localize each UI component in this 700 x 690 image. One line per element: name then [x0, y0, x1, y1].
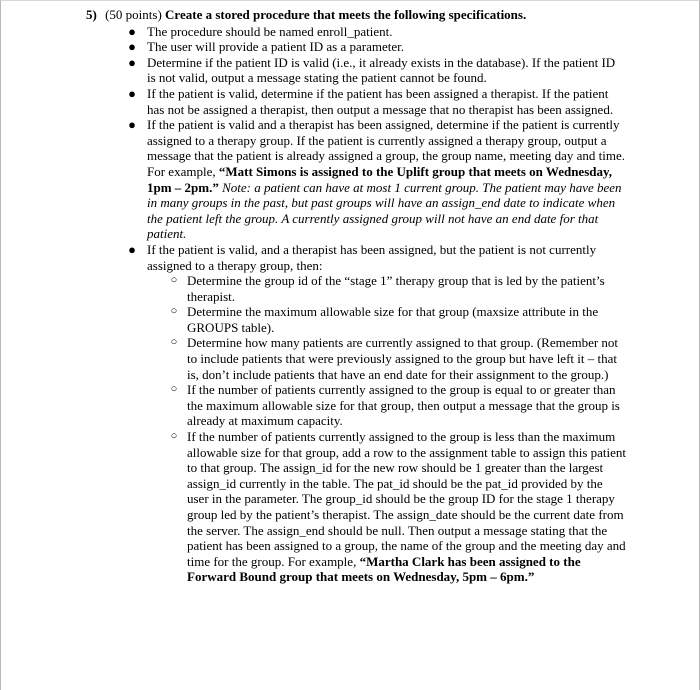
bullet-text: If the patient is valid and a therapist has been assigned, determine if the patient is currently assigned to a therapy group. If the patient is currently assigned a therapy group, output a message that the patient is already assigned a group, the group name, meeting day and time. For example, [147, 117, 625, 179]
question-number: 5) [86, 7, 97, 22]
bullet-icon: ● [128, 23, 136, 39]
sub-bullet-item [86, 335, 626, 382]
bullet-example: “Matt Simons is assigned to the Uplift group that meets on Wednesday, 1pm – 2pm.” [147, 163, 613, 195]
question-content [86, 7, 626, 585]
bullet-text: The procedure should be named enroll_patient. [147, 23, 393, 39]
bullet-text: If the patient is valid, determine if the patient has been assigned a therapist. If the patient has not be assigned a therapist, then output a message that no therapist has been assigned. [147, 85, 614, 117]
bullet-icon: ● [128, 85, 136, 101]
sub-bullet-item [86, 429, 626, 585]
bullet-text: The user will provide a patient ID as a parameter. [147, 39, 405, 55]
bullet-item [86, 39, 626, 55]
circle-bullet-icon: ○ [170, 430, 178, 443]
sub-bullet-example: “Martha Clark has been assigned to the Forward Bound group that meets on Wednesday, 5pm – 6pm.” [187, 553, 581, 585]
bullet-item [86, 117, 626, 242]
bullet-text: If the patient is valid, and a therapist has been assigned, but the patient is not currently assigned to a therapy group, then: [147, 241, 597, 273]
question-title: Create a stored procedure that meets the following specifications. [165, 7, 527, 22]
circle-bullet-icon: ○ [170, 305, 178, 318]
circle-bullet-icon: ○ [170, 274, 178, 287]
sub-bullet-text: If the number of patients currently assigned to the group is less than the maximum allowable size for that group, add a row to the assignment table to assign this patient to that group. The assign_id for the new row should be 1 greater than the largest assign_id currently in the table. The pat_id should be the pat_id provided by the user in the parameter. The group_id should be the group ID for the stage 1 therapy group led by the patient’s therapist. The assign_date should be the current date from the server. The assign_end should be null. Then output a message stating that the patient has been assigned to a group, the name of the group and the meeting day and time for the group. For example, [187, 429, 627, 569]
circle-bullet-icon: ○ [170, 383, 178, 396]
bullet-item [86, 24, 626, 40]
sub-bullet-text: Determine the group id of the “stage 1” therapy group that is led by the patient’s therapist. [187, 273, 605, 304]
question-heading [86, 7, 626, 23]
bullet-item [86, 86, 626, 117]
sub-bullet-item [86, 273, 626, 304]
sub-bullet-text: Determine the maximum allowable size for that group (maxsize attribute in the GROUPS table). [187, 304, 599, 335]
bullet-icon: ● [128, 241, 136, 257]
bullet-text: Determine if the patient ID is valid (i.e., it already exists in the database). If the patient ID is not valid, output a message stating the patient cannot be found. [147, 54, 616, 86]
bullet-icon: ● [128, 54, 136, 70]
sub-bullet-item [86, 382, 626, 429]
circle-bullet-icon: ○ [170, 336, 178, 349]
sub-bullet-item [86, 304, 626, 335]
bullet-icon: ● [128, 39, 136, 55]
sub-bullet-text: If the number of patients currently assigned to the group is equal to or greater than the maximum allowable size for that group, then output a message that the group is already at maximum capacity. [187, 382, 620, 429]
bullet-item [86, 242, 626, 273]
sub-bullet-text: Determine how many patients are currently assigned to that group. (Remember not to include patients that were previously assigned to the group but have left it – that is, don’t include patients that have an end date for their assignment to the group.) [187, 335, 619, 382]
bullet-note: Note: a patient can have at most 1 current group. The patient may have been in many groups in the past, but past groups will have an assign_end date to indicate when the patient left the group. A currently assigned group will not have an end date for that patient. [147, 179, 622, 242]
bullet-icon: ● [128, 117, 136, 133]
bullet-item [86, 55, 626, 86]
question-points: (50 points) [105, 7, 162, 22]
